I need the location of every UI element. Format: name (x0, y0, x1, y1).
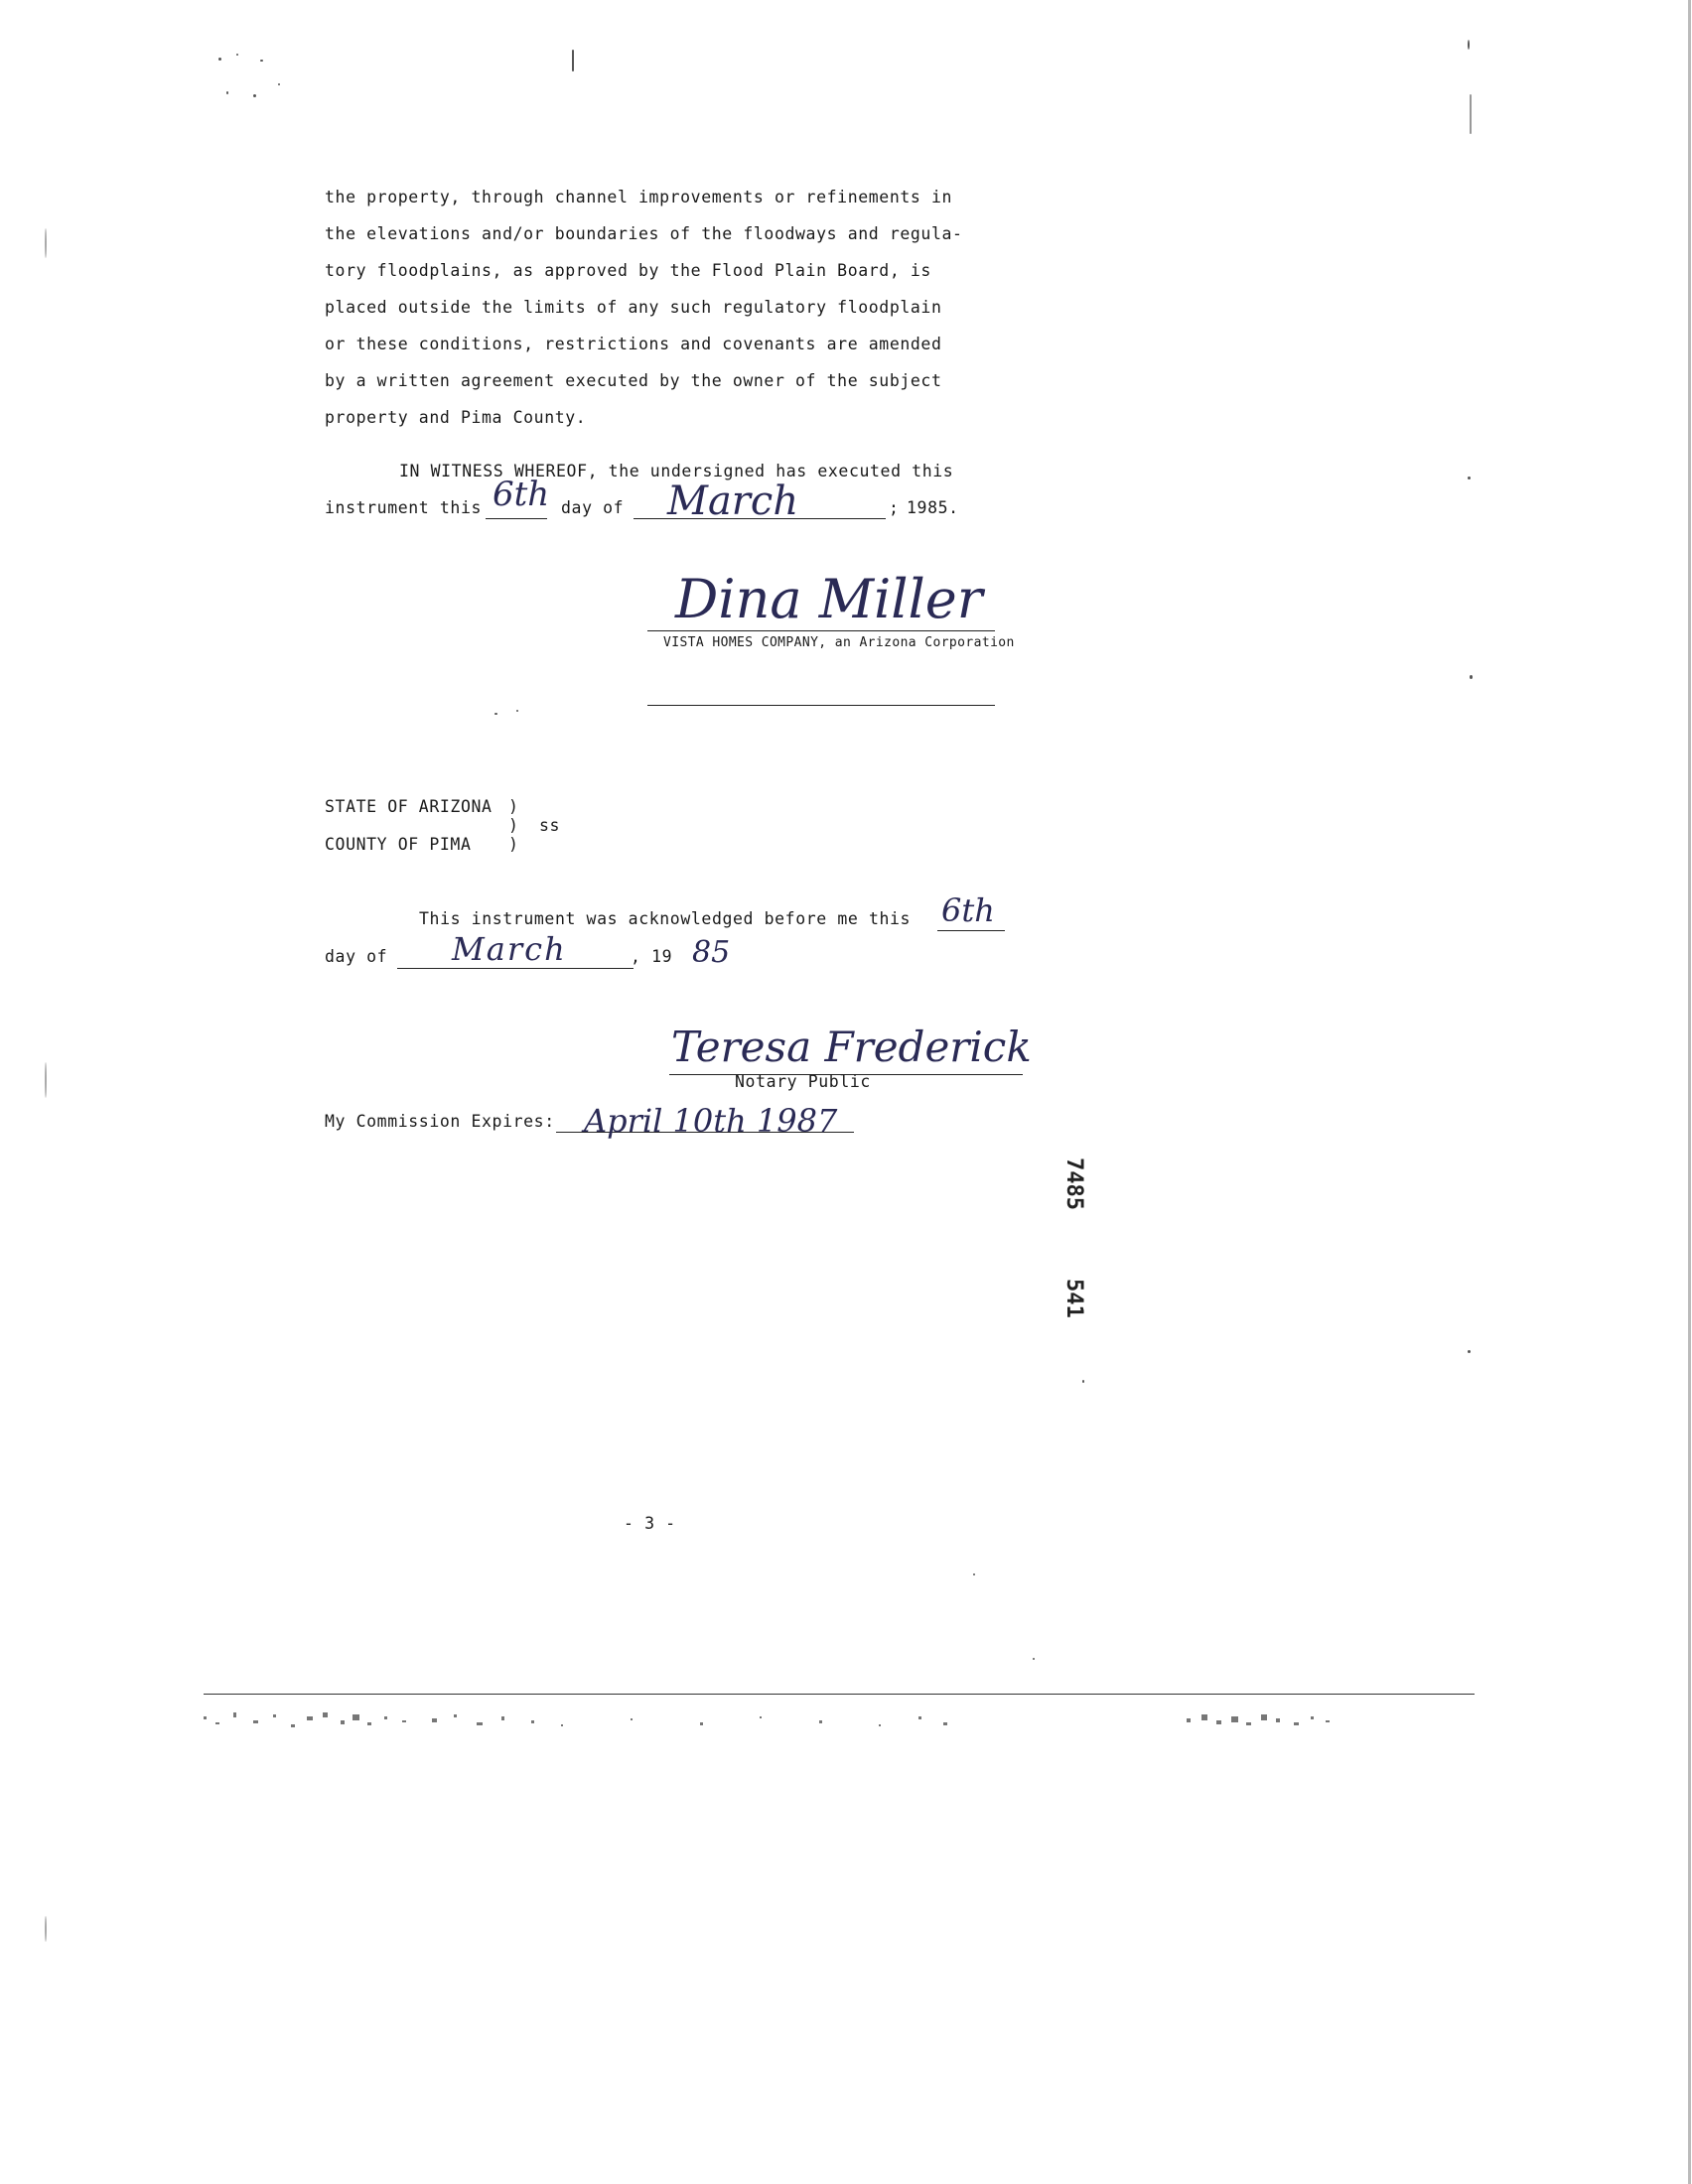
notary-title: Notary Public (735, 1072, 871, 1091)
witness-year: 1985. (907, 498, 959, 517)
scan-border-line (204, 1694, 1475, 1695)
witness-year-sep: ; (889, 498, 900, 517)
signer-signature: Dina Miller (675, 568, 983, 630)
ack-month-handwritten: March (452, 930, 567, 968)
page-number: - 3 - (624, 1514, 676, 1533)
commission-label: My Commission Expires: (325, 1112, 555, 1131)
venue-paren: ) (508, 797, 519, 816)
signature-line (647, 630, 995, 631)
witness-month-handwritten: March (667, 478, 799, 524)
docket-number: 7485 (1061, 1158, 1086, 1210)
ack-year-handwritten: 85 (692, 935, 731, 970)
venue-county: COUNTY OF PIMA (325, 835, 472, 854)
body-line: the elevations and/or boundaries of the floodways and regula- (325, 224, 963, 243)
venue-ss: ss (539, 816, 561, 835)
witness-prefix: instrument this (325, 498, 483, 517)
body-paragraph (325, 179, 1020, 436)
second-signature-line (647, 705, 995, 706)
body-line: placed outside the limits of any such regulatory floodplain (325, 298, 942, 317)
commission-handwritten: April 10th 1987 (584, 1102, 838, 1140)
body-line: property and Pima County. (325, 408, 587, 427)
notary-signature: Teresa Frederick (671, 1023, 1032, 1071)
venue-paren: ) (508, 816, 519, 835)
body-line: tory floodplains, as approved by the Flood Plain Board, is (325, 261, 931, 280)
venue-paren: ) (508, 835, 519, 854)
day-blank (486, 518, 547, 519)
ack-month-blank (397, 968, 634, 969)
body-line: by a written agreement executed by the owner of the subject (325, 371, 942, 390)
witness-day-label: day of (561, 498, 625, 517)
page-number-stamp: 541 (1061, 1279, 1086, 1318)
body-line: the property, through channel improvements or refinements in (325, 188, 953, 206)
witness-day-handwritten: 6th (493, 475, 550, 514)
ack-year-prefix: , 19 (631, 947, 673, 966)
ack-day-handwritten: 6th (941, 891, 995, 929)
body-line: or these conditions, restrictions and covenants are amended (325, 335, 942, 353)
ack-day-blank (937, 930, 1005, 931)
scan-noise-band (204, 1703, 1475, 1742)
venue-state: STATE OF ARIZONA (325, 797, 493, 816)
ack-line1: This instrument was acknowledged before me this (419, 909, 912, 928)
ack-day-prefix: day of (325, 947, 388, 966)
signer-company: VISTA HOMES COMPANY, an Arizona Corporation (663, 635, 1015, 650)
witness-line: IN WITNESS WHEREOF, the undersigned has executed this (399, 462, 954, 480)
